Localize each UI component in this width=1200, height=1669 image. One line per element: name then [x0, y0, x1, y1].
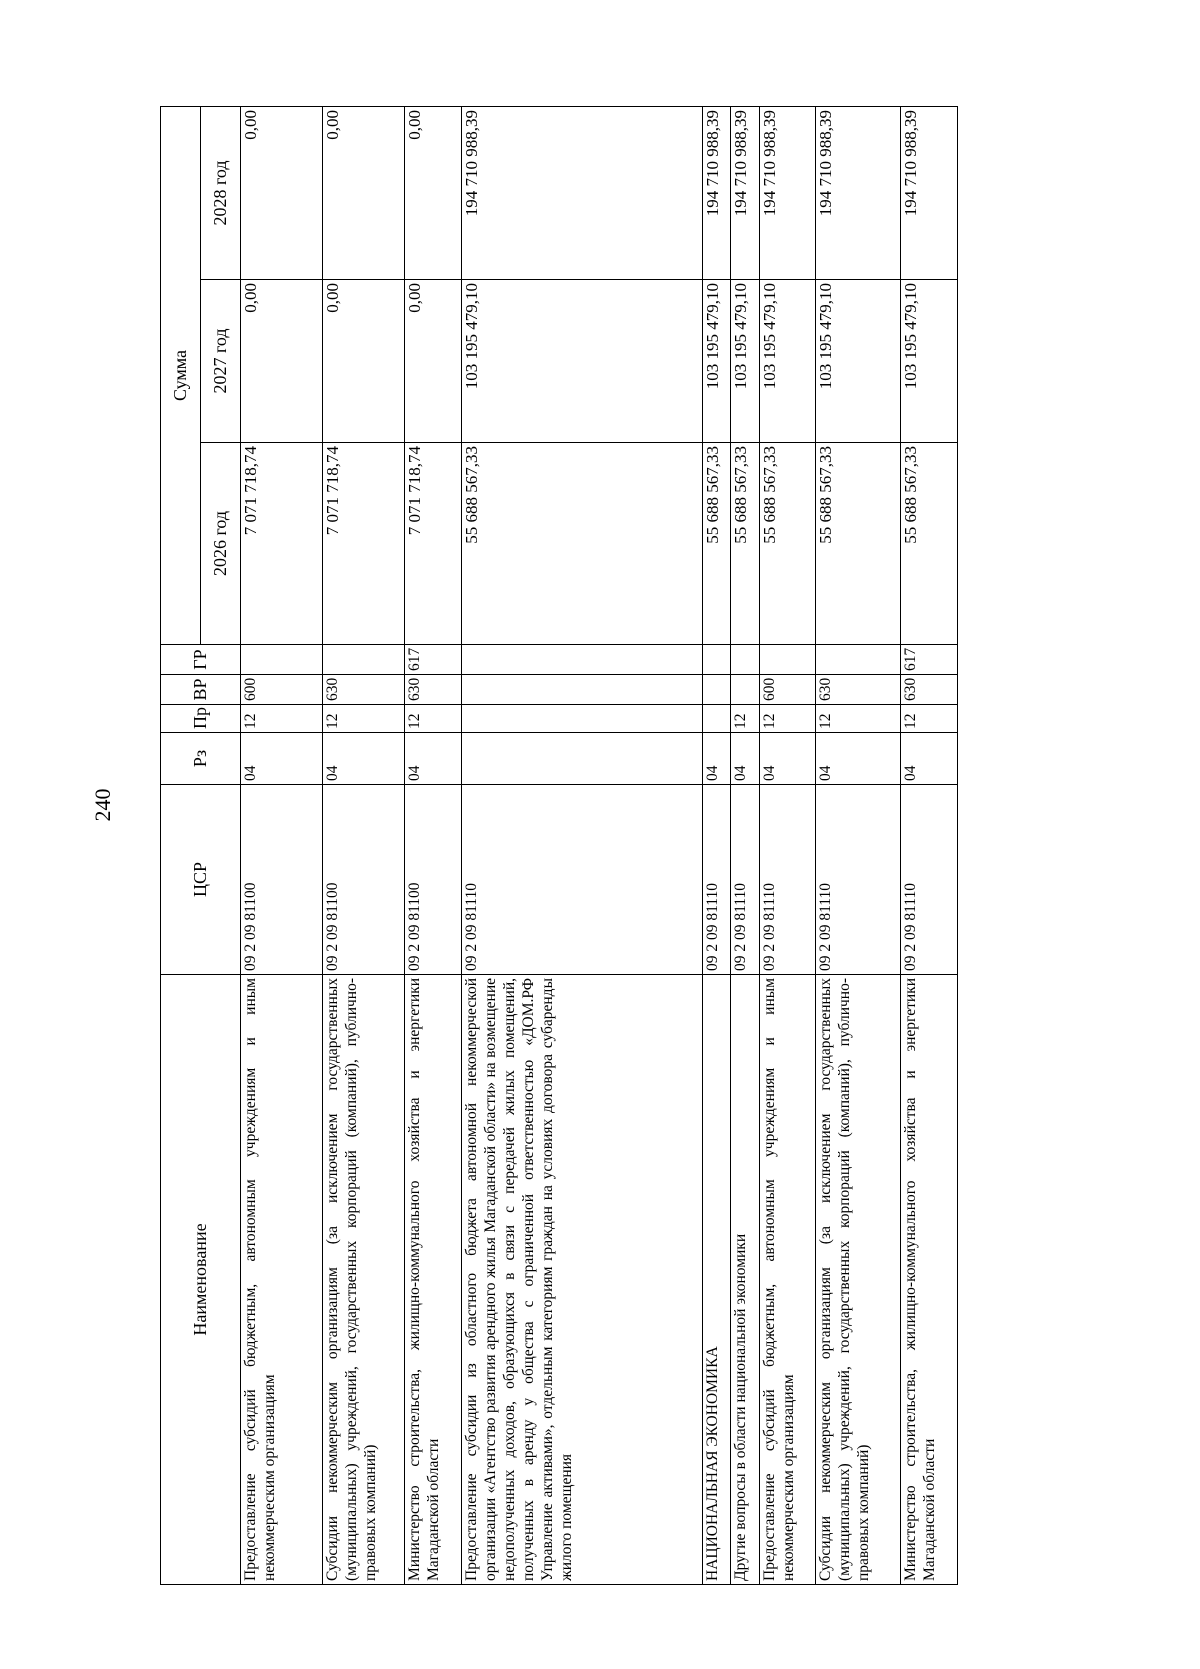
budget-table [160, 106, 958, 1585]
table-row [901, 106, 958, 1584]
row-vr-cell [462, 675, 703, 705]
table-row [323, 106, 405, 1584]
row-2027-cell: 103 195 479,10 [731, 280, 759, 443]
row-2028-cell: 194 710 988,39 [731, 106, 759, 279]
table-row [405, 106, 462, 1584]
header-2028: 2028 год [201, 106, 241, 279]
row-csr-cell: 09 2 09 81110 [731, 785, 759, 975]
row-vr-cell: 600 [241, 675, 323, 705]
row-gr-cell [816, 645, 901, 675]
row-pr-cell: 12 [816, 705, 901, 733]
row-csr-cell: 09 2 09 81110 [702, 785, 730, 975]
row-2028-cell: 194 710 988,39 [759, 106, 816, 279]
header-pr: Пр [161, 705, 241, 733]
row-rz-cell [462, 733, 703, 785]
row-rz-cell: 04 [323, 733, 405, 785]
header-2027: 2027 год [201, 280, 241, 443]
table-row [759, 106, 816, 1584]
row-pr-cell: 12 [241, 705, 323, 733]
row-rz-cell: 04 [241, 733, 323, 785]
row-2026-cell: 55 688 567,33 [731, 443, 759, 645]
row-2027-cell: 0,00 [323, 280, 405, 443]
header-2026: 2026 год [201, 443, 241, 645]
table-row [241, 106, 323, 1584]
row-2026-cell: 55 688 567,33 [759, 443, 816, 645]
row-pr-cell: 12 [731, 705, 759, 733]
row-gr-cell [462, 645, 703, 675]
row-gr-cell [702, 645, 730, 675]
row-rz-cell: 04 [759, 733, 816, 785]
row-2028-cell: 194 710 988,39 [462, 106, 703, 279]
header-gr: ГР [161, 645, 241, 675]
row-2028-cell: 194 710 988,39 [816, 106, 901, 279]
row-gr-cell [759, 645, 816, 675]
row-csr-cell: 09 2 09 81100 [241, 785, 323, 975]
row-2028-cell: 194 710 988,39 [901, 106, 958, 279]
row-csr-cell: 09 2 09 81110 [759, 785, 816, 975]
row-gr-cell: 617 [405, 645, 462, 675]
row-rz-cell: 04 [816, 733, 901, 785]
table-row [462, 106, 703, 1584]
row-csr-cell: 09 2 09 81110 [901, 785, 958, 975]
header-vr: ВР [161, 675, 241, 705]
row-pr-cell: 12 [323, 705, 405, 733]
row-pr-cell: 12 [901, 705, 958, 733]
row-rz-cell: 04 [405, 733, 462, 785]
row-2027-cell: 103 195 479,10 [901, 280, 958, 443]
row-name-cell: Предоставление субсидий бюджетным, автономным учреждениям и иным некоммерческим организациям [241, 975, 323, 1585]
row-2027-cell: 103 195 479,10 [462, 280, 703, 443]
row-csr-cell: 09 2 09 81100 [323, 785, 405, 975]
row-2027-cell: 103 195 479,10 [816, 280, 901, 443]
header-sum: Сумма [161, 106, 201, 644]
header-name: Наименование [161, 975, 241, 1585]
row-2028-cell: 0,00 [405, 106, 462, 279]
row-name-cell: Министерство строительства, жилищно-коммунального хозяйства и энергетики Магаданской области [901, 975, 958, 1585]
row-vr-cell: 600 [759, 675, 816, 705]
row-2026-cell: 7 071 718,74 [241, 443, 323, 645]
row-pr-cell [702, 705, 730, 733]
row-csr-cell: 09 2 09 81110 [462, 785, 703, 975]
row-pr-cell [462, 705, 703, 733]
row-rz-cell: 04 [702, 733, 730, 785]
row-2028-cell: 0,00 [241, 106, 323, 279]
row-vr-cell [702, 675, 730, 705]
row-gr-cell [241, 645, 323, 675]
row-2027-cell: 103 195 479,10 [702, 280, 730, 443]
row-vr-cell: 630 [405, 675, 462, 705]
row-2028-cell: 0,00 [323, 106, 405, 279]
row-2026-cell: 55 688 567,33 [702, 443, 730, 645]
row-csr-cell: 09 2 09 81110 [816, 785, 901, 975]
row-vr-cell [731, 675, 759, 705]
row-gr-cell: 617 [901, 645, 958, 675]
row-pr-cell: 12 [405, 705, 462, 733]
row-rz-cell: 04 [901, 733, 958, 785]
row-2027-cell: 0,00 [241, 280, 323, 443]
header-csr: ЦСР [161, 785, 241, 975]
page-number: 240 [90, 788, 115, 822]
row-name-cell: НАЦИОНАЛЬНАЯ ЭКОНОМИКА [702, 975, 730, 1585]
row-2026-cell: 7 071 718,74 [405, 443, 462, 645]
row-2026-cell: 55 688 567,33 [816, 443, 901, 645]
row-pr-cell: 12 [759, 705, 816, 733]
row-2027-cell: 0,00 [405, 280, 462, 443]
row-name-cell: Субсидии некоммерческим организациям (за исключением государственных (муниципальных) учреждений, государственных корпораций (компаний), публично-правовых компаний) [816, 975, 901, 1585]
row-vr-cell: 630 [323, 675, 405, 705]
table-row [816, 106, 901, 1584]
rotated-table-container [160, 107, 958, 1585]
table-row [702, 106, 730, 1584]
row-vr-cell: 630 [901, 675, 958, 705]
row-name-cell: Министерство строительства, жилищно-коммунального хозяйства и энергетики Магаданской области [405, 975, 462, 1585]
row-name-cell: Субсидии некоммерческим организациям (за исключением государственных (муниципальных) учреждений, государственных корпораций (компаний), публично-правовых компаний) [323, 975, 405, 1585]
table-row [731, 106, 759, 1584]
header-row-1 [161, 106, 201, 1584]
row-gr-cell [323, 645, 405, 675]
row-vr-cell: 630 [816, 675, 901, 705]
row-csr-cell: 09 2 09 81100 [405, 785, 462, 975]
row-name-cell: Предоставление субсидий бюджетным, автономным учреждениям и иным некоммерческим организациям [759, 975, 816, 1585]
row-2026-cell: 55 688 567,33 [462, 443, 703, 645]
row-name-cell: Другие вопросы в области национальной экономики [731, 975, 759, 1585]
row-gr-cell [731, 645, 759, 675]
row-2027-cell: 103 195 479,10 [759, 280, 816, 443]
row-2028-cell: 194 710 988,39 [702, 106, 730, 279]
row-name-cell: Предоставление субсидии из областного бюджета автономной некоммерческой организации «Агентство развития арендного жилья Магаданской области» на возмещение недополученных доходов, образующихся в связи с передачей жилых помещений, полученных в аренду у общества с ограниченной ответственностью «ДОМ.РФ Управление активами», отдельным категориям граждан на условиях договора субаренды жилого помещения [462, 975, 703, 1585]
row-rz-cell: 04 [731, 733, 759, 785]
header-rz: Рз [161, 733, 241, 785]
row-2026-cell: 7 071 718,74 [323, 443, 405, 645]
row-2026-cell: 55 688 567,33 [901, 443, 958, 645]
